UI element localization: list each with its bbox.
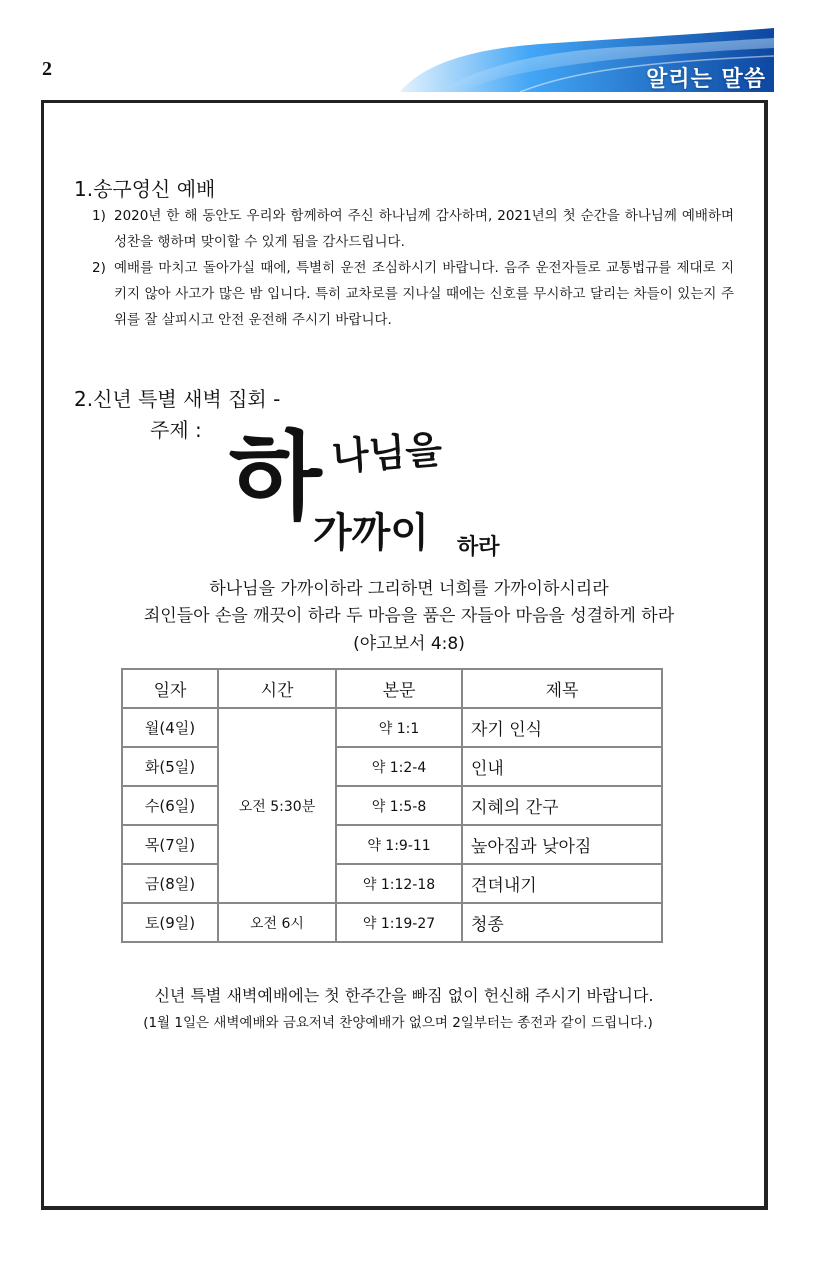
cell-day: 금(8일)	[122, 864, 218, 903]
theme-label: 주제 :	[150, 418, 202, 442]
column-header-text: 본문	[336, 669, 462, 708]
page-number: 2	[42, 58, 52, 80]
calligraphy-line2: 가까이	[313, 510, 429, 556]
column-header-title: 제목	[462, 669, 662, 708]
list-item-text: 예배를 마치고 돌아가실 때에, 특별히 운전 조심하시기 바랍니다. 음주 운전자들로 교통법규를 제대로 지키지 않아 사고가 많은 밤 입니다. 특히 교차로를 지나실 때에는 신호를 무시하고 달리는 차들이 있는지 주위를 잘 살피시고 안전 운전해 주시기 바랍니다.	[114, 260, 734, 328]
cell-day: 화(5일)	[122, 747, 218, 786]
list-item-number: 2)	[92, 260, 106, 276]
table-row	[122, 825, 662, 864]
cell-title: 자기 인식	[462, 708, 662, 747]
cell-text: 약 1:5-8	[336, 786, 462, 825]
list-item-text: 2020년 한 해 동안도 우리와 함께하여 주신 하나님께 감사하며, 2021년의 첫 순간을 하나님께 예배하며 성찬을 행하며 맞이할 수 있게 됨을 감사드립니다.	[114, 208, 734, 250]
list-item	[92, 255, 734, 333]
calligraphy-line1: 나님을	[330, 427, 444, 479]
table-row	[122, 903, 662, 942]
cell-text: 약 1:2-4	[336, 747, 462, 786]
cell-text: 약 1:9-11	[336, 825, 462, 864]
column-header-day: 일자	[122, 669, 218, 708]
cell-day: 수(6일)	[122, 786, 218, 825]
theme-calligraphy	[225, 418, 515, 566]
verse-reference: (야고보서 4:8)	[353, 634, 465, 654]
list-item	[92, 203, 734, 255]
header-title: 알리는 말씀	[646, 67, 766, 92]
verse-line: 하나님을 가까이하라 그리하면 너희를 가까이하시리라	[209, 579, 609, 599]
table-row	[122, 708, 662, 747]
table-header-row	[122, 669, 662, 708]
closing-note: 신년 특별 새벽예배에는 첫 한주간을 빠짐 없이 헌신해 주시기 바랍니다.	[154, 986, 654, 1005]
calligraphy-small: 하라	[457, 535, 500, 560]
table-row	[122, 864, 662, 903]
cell-title: 인내	[462, 747, 662, 786]
section-title-1: 1.송구영신 예배	[74, 177, 216, 201]
table-row	[122, 747, 662, 786]
section-title-2: 2.신년 특별 새벽 집회 -	[74, 387, 281, 411]
cell-time-weekday: 오전 5:30분	[218, 708, 336, 903]
verse-line: 죄인들아 손을 깨끗이 하라 두 마음을 품은 자들아 마음을 성결하게 하라	[143, 606, 675, 626]
calligraphy-big-char: 하	[229, 421, 322, 533]
cell-text: 약 1:1	[336, 708, 462, 747]
list-item-number: 1)	[92, 208, 106, 224]
cell-day: 월(4일)	[122, 708, 218, 747]
cell-day: 토(9일)	[122, 903, 218, 942]
table-row	[122, 786, 662, 825]
cell-title: 지혜의 간구	[462, 786, 662, 825]
closing-subnote: (1월 1일은 새벽예배와 금요저녁 찬양예배가 없으며 2일부터는 종전과 같이 드립니다.)	[143, 1015, 653, 1031]
column-header-time: 시간	[218, 669, 336, 708]
cell-day: 목(7일)	[122, 825, 218, 864]
cell-text: 약 1:12-18	[336, 864, 462, 903]
cell-title: 견뎌내기	[462, 864, 662, 903]
cell-time-saturday: 오전 6시	[218, 903, 336, 942]
cell-text: 약 1:19-27	[336, 903, 462, 942]
schedule-table	[121, 668, 663, 943]
cell-title: 청종	[462, 903, 662, 942]
cell-title: 높아짐과 낮아짐	[462, 825, 662, 864]
